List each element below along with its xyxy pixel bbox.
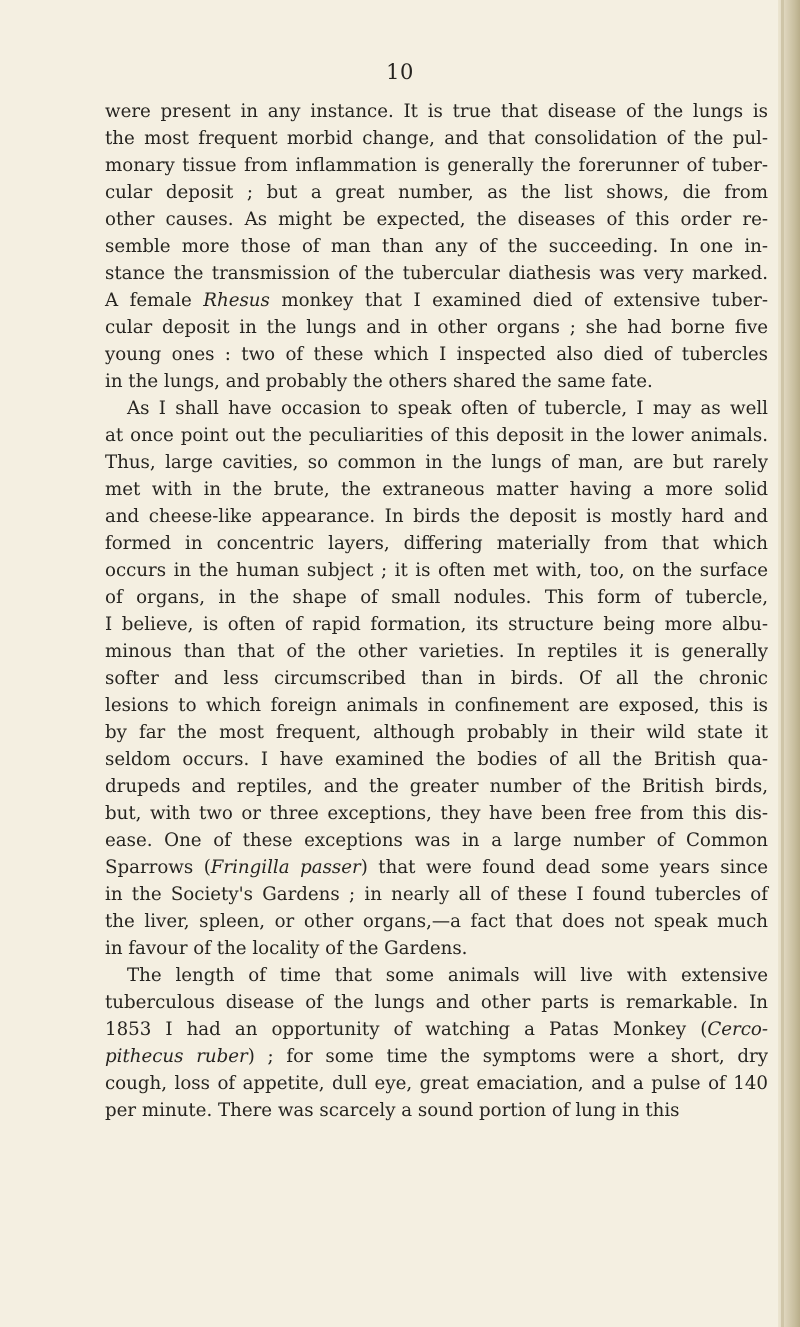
- text-line: [105, 503, 768, 530]
- page-number: 10: [386, 60, 414, 84]
- text-line: [105, 125, 768, 152]
- line-text: cular deposit in the lungs and in other organs ; she had borne five: [105, 317, 768, 338]
- body-text: [105, 98, 768, 1124]
- text-line: [105, 935, 768, 962]
- italic-species-name: Cerco-: [707, 1019, 768, 1040]
- line-text: monkey that I examined died of extensive tuber-: [269, 290, 768, 311]
- line-text: lesions to which foreign animals in confinement are exposed, this is: [105, 695, 768, 716]
- text-line: [105, 989, 768, 1016]
- line-text: formed in concentric layers, differing materially from that which: [105, 533, 768, 554]
- line-text: other causes. As might be expected, the diseases of this order re-: [105, 209, 768, 230]
- text-line: [105, 962, 768, 989]
- text-line: [105, 476, 768, 503]
- line-text: ) ; for some time the symptoms were a short, dry: [247, 1046, 768, 1067]
- text-line: [105, 692, 768, 719]
- text-line: [105, 449, 768, 476]
- line-text: Thus, large cavities, so common in the lungs of man, are but rarely: [105, 452, 768, 473]
- line-text: by far the most frequent, although probably in their wild state it: [105, 722, 768, 743]
- italic-species-name: Rhesus: [203, 290, 270, 311]
- line-text: in the Society's Gardens ; in nearly all of these I found tubercles of: [105, 884, 768, 905]
- text-line: [105, 611, 768, 638]
- line-text: occurs in the human subject ; it is often met with, too, on the surface: [105, 560, 768, 581]
- text-line: [105, 530, 768, 557]
- text-line: [105, 800, 768, 827]
- text-line: [105, 746, 768, 773]
- text-line: [105, 233, 768, 260]
- line-text: drupeds and reptiles, and the greater number of the British birds,: [105, 776, 768, 797]
- line-text: 1853 I had an opportunity of watching a Patas Monkey (: [105, 1019, 708, 1040]
- text-line: [105, 341, 768, 368]
- text-line: [105, 908, 768, 935]
- line-text: stance the transmission of the tubercular diathesis was very marked.: [105, 263, 768, 284]
- line-text: young ones : two of these which I inspected also died of tubercles: [105, 344, 768, 365]
- text-line: [105, 98, 768, 125]
- line-text: tuberculous disease of the lungs and other parts is remarkable. In: [105, 992, 768, 1013]
- line-text: As I shall have occasion to speak often of tubercle, I may as well: [127, 398, 768, 419]
- line-text: monary tissue from inflammation is generally the forerunner of tuber-: [105, 155, 768, 176]
- text-line: [105, 260, 768, 287]
- text-line: [105, 584, 768, 611]
- text-line: [105, 773, 768, 800]
- line-text: of organs, in the shape of small nodules. This form of tubercle,: [105, 587, 768, 608]
- line-text: per minute. There was scarcely a sound portion of lung in this: [105, 1100, 680, 1121]
- text-line: [105, 881, 768, 908]
- line-text: The length of time that some animals will live with extensive: [127, 965, 768, 986]
- line-text: semble more those of man than any of the succeeding. In one in-: [105, 236, 768, 257]
- line-text: were present in any instance. It is true that disease of the lungs is: [105, 101, 768, 122]
- line-text: ) that were found dead some years since: [360, 857, 769, 878]
- line-text: seldom occurs. I have examined the bodies of all the British qua-: [105, 749, 768, 770]
- line-text: but, with two or three exceptions, they have been free from this dis-: [105, 803, 768, 824]
- line-text: I believe, is often of rapid formation, its structure being more albu-: [105, 614, 768, 635]
- text-line: [105, 206, 768, 233]
- italic-species-name: pithecus ruber: [105, 1046, 248, 1067]
- line-text: softer and less circumscribed than in birds. Of all the chronic: [105, 668, 768, 689]
- text-line: [105, 827, 768, 854]
- text-line: [105, 368, 768, 395]
- text-line: [105, 719, 768, 746]
- line-text: at once point out the peculiarities of this deposit in the lower animals.: [105, 425, 768, 446]
- line-text: met with in the brute, the extraneous matter having a more solid: [105, 479, 768, 500]
- line-text: the most frequent morbid change, and that consolidation of the pul-: [105, 128, 768, 149]
- text-line: [105, 638, 768, 665]
- text-line: [105, 179, 768, 206]
- line-text: A female: [105, 290, 204, 311]
- italic-species-name: Fringilla passer: [210, 857, 361, 878]
- line-text: minous than that of the other varieties. In reptiles it is generally: [105, 641, 768, 662]
- line-text: ease. One of these exceptions was in a large number of Common: [105, 830, 768, 851]
- text-line: [105, 1097, 768, 1124]
- text-line: [105, 665, 768, 692]
- text-line: [105, 1016, 768, 1043]
- text-line: [105, 557, 768, 584]
- line-text: in favour of the locality of the Gardens.: [105, 938, 468, 959]
- line-text: cular deposit ; but a great number, as the list shows, die from: [105, 182, 768, 203]
- line-text: Sparrows (: [105, 857, 211, 878]
- text-line: [105, 395, 768, 422]
- text-line: [105, 314, 768, 341]
- text-line: [105, 1070, 768, 1097]
- line-text: cough, loss of appetite, dull eye, great emaciation, and a pulse of 140: [105, 1073, 768, 1094]
- line-text: and cheese-like appearance. In birds the deposit is mostly hard and: [105, 506, 768, 527]
- text-line: [105, 422, 768, 449]
- text-line: [105, 287, 768, 314]
- page-edge-fold: [781, 0, 784, 1327]
- text-line: [105, 152, 768, 179]
- text-line: [105, 1043, 768, 1070]
- line-text: the liver, spleen, or other organs,—a fact that does not speak much: [105, 911, 768, 932]
- line-text: in the lungs, and probably the others shared the same fate.: [105, 371, 653, 392]
- text-line: [105, 854, 768, 881]
